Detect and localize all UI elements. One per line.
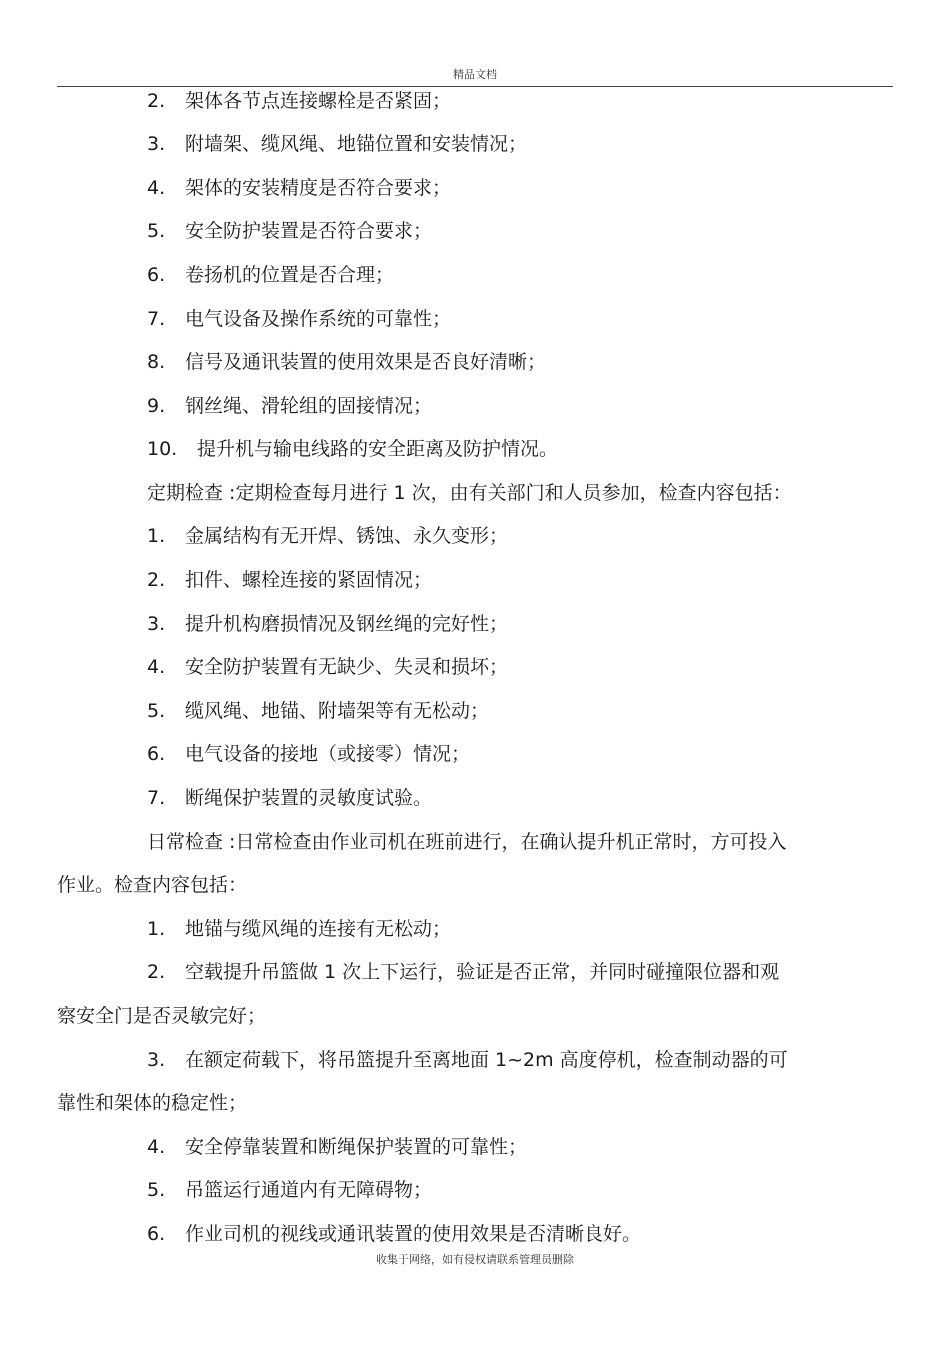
list-text: 缆风绳、地锚、附墙架等有无松动；	[185, 700, 490, 722]
list-item	[147, 1177, 432, 1203]
page-footer: 收集于网络，如有侵权请联系管理员删除	[376, 1253, 574, 1266]
paragraph-periodic-check: 定期检查 :定期检查每月进行 1 次，由有关部门和人员参加，检查内容包括：	[147, 482, 792, 504]
list-item	[147, 741, 470, 767]
list-number: 4.	[147, 177, 166, 199]
list-item	[147, 218, 432, 244]
list-item	[147, 567, 432, 593]
list-item	[147, 88, 451, 114]
list-item	[147, 175, 451, 201]
list-item	[147, 1047, 788, 1073]
list-item-continuation: 察安全门是否灵敏完好；	[57, 1005, 267, 1027]
list-text: 安全防护装置是否符合要求；	[185, 220, 433, 242]
list-number: 6.	[147, 264, 166, 286]
list-text: 扣件、螺栓连接的紧固情况；	[185, 569, 433, 591]
list-number: 5.	[147, 220, 166, 242]
list-number: 6.	[147, 1223, 166, 1245]
list-text: 电气设备的接地（或接零）情况；	[185, 743, 471, 765]
list-text: 提升机与输电线路的安全距离及防护情况。	[197, 438, 559, 460]
list-text: 提升机构磨损情况及钢丝绳的完好性；	[185, 613, 509, 635]
list-text: 作业司机的视线或通讯装置的使用效果是否清晰良好。	[185, 1223, 642, 1245]
list-text: 空载提升吊篮做 1 次上下运行，验证是否正常，并同时碰撞限位器和观	[185, 961, 780, 983]
list-number: 6.	[147, 743, 166, 765]
list-text: 在额定荷载下，将吊篮提升至离地面 1~2m 高度停机，检查制动器的可	[185, 1049, 788, 1071]
list-number: 2.	[147, 961, 166, 983]
list-item	[147, 1221, 641, 1247]
list-number: 9.	[147, 395, 166, 417]
list-number: 3.	[147, 133, 166, 155]
list-item	[147, 698, 489, 724]
list-number: 10.	[147, 438, 178, 460]
list-number: 3.	[147, 613, 166, 635]
list-item	[147, 131, 527, 157]
list-number: 4.	[147, 656, 166, 678]
list-item	[147, 916, 451, 942]
list-item	[147, 436, 558, 462]
list-text: 吊篮运行通道内有无障碍物；	[185, 1179, 433, 1201]
list-item	[147, 349, 546, 375]
list-text: 信号及通讯装置的使用效果是否良好清晰；	[185, 351, 547, 373]
list-text: 钢丝绳、滑轮组的固接情况；	[185, 395, 433, 417]
list-number: 8.	[147, 351, 166, 373]
list-item	[147, 1134, 527, 1160]
list-number: 4.	[147, 1136, 166, 1158]
list-text: 地锚与缆风绳的连接有无松动；	[185, 918, 452, 940]
list-text: 安全防护装置有无缺少、失灵和损坏；	[185, 656, 509, 678]
header-divider	[57, 86, 893, 87]
list-number: 1.	[147, 918, 166, 940]
list-text: 安全停靠装置和断绳保护装置的可靠性；	[185, 1136, 528, 1158]
paragraph-daily-check: 日常检查 :日常检查由作业司机在班前进行，在确认提升机正常时，方可投入	[147, 831, 787, 853]
page-header: 精品文档	[453, 68, 497, 81]
list-number: 2.	[147, 90, 166, 112]
list-item	[147, 393, 432, 419]
list-text: 断绳保护装置的灵敏度试验。	[185, 787, 433, 809]
list-item	[147, 306, 451, 332]
list-text: 附墙架、缆风绳、地锚位置和安装情况；	[185, 133, 528, 155]
list-item	[147, 262, 394, 288]
list-number: 2.	[147, 569, 166, 591]
list-item	[147, 654, 508, 680]
list-number: 5.	[147, 700, 166, 722]
list-item	[147, 611, 508, 637]
list-text: 架体各节点连接螺栓是否紧固；	[185, 90, 452, 112]
list-item	[147, 785, 432, 811]
list-text: 架体的安装精度是否符合要求；	[185, 177, 452, 199]
list-number: 3.	[147, 1049, 166, 1071]
list-number: 7.	[147, 308, 166, 330]
list-number: 1.	[147, 525, 166, 547]
list-item	[147, 959, 779, 985]
paragraph-daily-check-cont: 作业。检查内容包括：	[57, 874, 248, 896]
list-number: 5.	[147, 1179, 166, 1201]
list-item	[147, 523, 508, 549]
list-number: 7.	[147, 787, 166, 809]
list-text: 电气设备及操作系统的可靠性；	[185, 308, 452, 330]
list-text: 卷扬机的位置是否合理；	[185, 264, 395, 286]
list-item-continuation: 靠性和架体的稳定性；	[57, 1092, 248, 1114]
list-text: 金属结构有无开焊、锈蚀、永久变形；	[185, 525, 509, 547]
